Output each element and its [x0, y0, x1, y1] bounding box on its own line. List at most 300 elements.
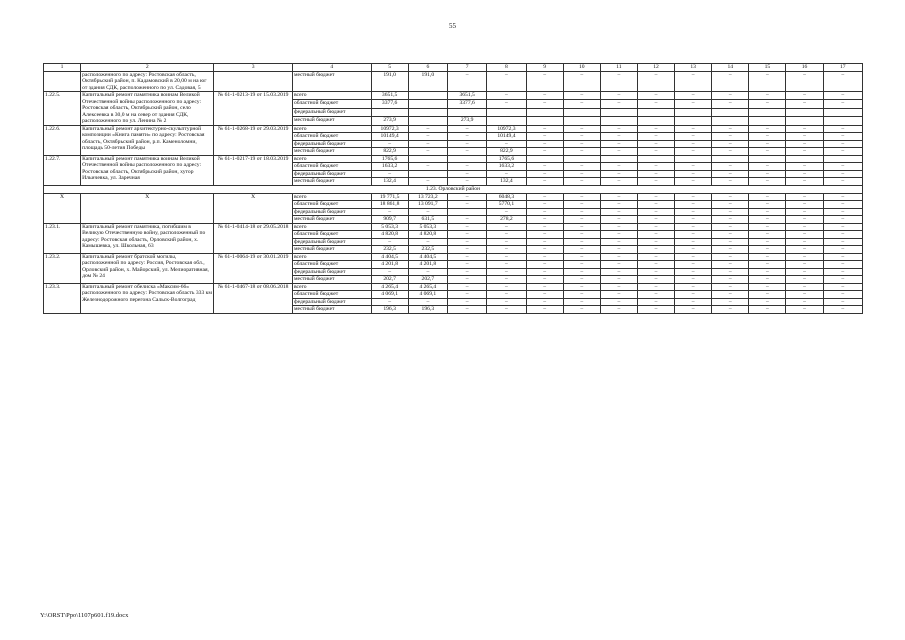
value-cell: – — [447, 178, 486, 186]
value-cell: – — [600, 125, 637, 133]
value-cell: – — [749, 306, 786, 314]
funding-source: местный бюджет — [292, 276, 371, 284]
value-cell: – — [563, 178, 600, 186]
funding-source: областной бюджет — [292, 163, 371, 171]
value-cell: – — [563, 140, 600, 148]
value-cell: – — [749, 170, 786, 178]
value-cell: 191,0 — [371, 71, 408, 92]
value-cell: 3377,6 — [447, 100, 486, 108]
value-cell — [408, 117, 447, 125]
value-cell: – — [823, 283, 862, 291]
value-cell: – — [600, 238, 637, 246]
value-cell: – — [712, 163, 749, 171]
value-cell: – — [823, 276, 862, 284]
column-header: 1 — [44, 64, 81, 72]
value-cell: – — [526, 71, 563, 92]
value-cell: – — [600, 100, 637, 108]
value-cell: 191,0 — [408, 71, 447, 92]
item-document: № 61-1-0414-18 от 29.05.2018 — [214, 223, 293, 253]
item-name: Капитальный ремонт памятника, погибшим в Великую Отечественную войну, расположенный по адресу: Ростовская область, Орловский район, х. Камышевка, ул. Школьная, 63 — [81, 223, 214, 253]
value-cell: 1765,6 — [487, 155, 526, 163]
value-cell: – — [637, 306, 674, 314]
table-row — [44, 155, 863, 163]
funding-source: федеральный бюджет — [292, 298, 371, 306]
value-cell: – — [563, 246, 600, 254]
value-cell: 3651,5 — [371, 92, 408, 100]
value-cell: 4 265,4 — [408, 283, 447, 291]
value-cell: – — [526, 100, 563, 108]
value-cell: – — [447, 261, 486, 269]
value-cell: – — [823, 253, 862, 261]
value-cell: – — [712, 231, 749, 239]
value-cell: – — [786, 238, 823, 246]
value-cell: – — [786, 201, 823, 209]
value-cell: – — [823, 208, 862, 216]
value-cell: – — [637, 283, 674, 291]
value-cell: – — [447, 140, 486, 148]
value-cell: – — [675, 306, 712, 314]
value-cell: 3651,5 — [447, 92, 486, 100]
value-cell: – — [487, 276, 526, 284]
value-cell: – — [447, 223, 486, 231]
value-cell: 196,3 — [371, 306, 408, 314]
value-cell — [823, 117, 862, 125]
value-cell: – — [823, 100, 862, 108]
value-cell: – — [712, 291, 749, 299]
item-number: 1.23.3. — [44, 283, 81, 313]
value-cell: – — [786, 71, 823, 92]
value-cell: – — [447, 276, 486, 284]
value-cell: – — [749, 163, 786, 171]
value-cell: – — [637, 193, 674, 201]
value-cell: – — [786, 163, 823, 171]
value-cell: – — [823, 223, 862, 231]
column-header: 9 — [526, 64, 563, 72]
value-cell: 273,9 — [371, 117, 408, 125]
value-cell: – — [823, 306, 862, 314]
value-cell: – — [823, 178, 862, 186]
item-name: Капитальный ремонт архитектурно-скульптурной композиции «Книга памяти» по адресу: Ростовская область, Октябрьский район, р.п. Каменоломни, площадь 50-летия Победы — [81, 125, 214, 155]
funding-source: областной бюджет — [292, 133, 371, 141]
value-cell: 10972,3 — [487, 125, 526, 133]
value-cell: – — [526, 291, 563, 299]
value-cell — [563, 108, 600, 116]
value-cell: – — [600, 170, 637, 178]
value-cell: 4 404,5 — [408, 253, 447, 261]
value-cell: – — [749, 201, 786, 209]
value-cell: – — [600, 201, 637, 209]
section-row — [44, 185, 863, 193]
value-cell: – — [447, 193, 486, 201]
column-header: 12 — [637, 64, 674, 72]
value-cell: – — [637, 178, 674, 186]
value-cell: – — [749, 268, 786, 276]
value-cell — [526, 117, 563, 125]
value-cell: – — [526, 140, 563, 148]
header-row — [44, 64, 863, 72]
value-cell: – — [600, 71, 637, 92]
value-cell: – — [637, 276, 674, 284]
value-cell: – — [408, 178, 447, 186]
value-cell: – — [447, 148, 486, 156]
value-cell: – — [786, 178, 823, 186]
value-cell: – — [786, 140, 823, 148]
value-cell: – — [487, 298, 526, 306]
value-cell: – — [675, 261, 712, 269]
item-name: Капитальный ремонт обелиска «Максим-66» расположенного по адресу: Ростовская область 333 км Железнодорожного перегона Сальск-Волгоград — [81, 283, 214, 313]
value-cell: – — [675, 71, 712, 92]
value-cell: – — [600, 291, 637, 299]
value-cell: – — [487, 268, 526, 276]
value-cell: – — [786, 223, 823, 231]
value-cell: – — [600, 208, 637, 216]
item-name: Капитальный ремонт памятника воинам Великой Отечественной войны расположенного по адресу: Ростовская область, Октябрьский район, село Алексеевка в 30,0 м на север от здания СДК, расположенного по ул. Ленина № 2 — [81, 92, 214, 126]
item-document: № 61-1-0268-19 от 29.03.2019 — [214, 125, 293, 155]
value-cell — [526, 155, 563, 163]
value-cell: – — [526, 178, 563, 186]
item-number: 1.22.5. — [44, 92, 81, 126]
value-cell — [371, 108, 408, 116]
value-cell — [823, 108, 862, 116]
value-cell: 4 820,8 — [371, 231, 408, 239]
value-cell: 5 053,3 — [371, 223, 408, 231]
value-cell: – — [637, 216, 674, 224]
value-cell: – — [487, 291, 526, 299]
value-cell: – — [749, 298, 786, 306]
value-cell: – — [786, 261, 823, 269]
value-cell: – — [371, 238, 408, 246]
value-cell: – — [675, 216, 712, 224]
column-header: 11 — [600, 64, 637, 72]
value-cell: – — [600, 140, 637, 148]
value-cell: – — [637, 246, 674, 254]
value-cell: – — [563, 268, 600, 276]
value-cell: – — [447, 133, 486, 141]
funding-source: федеральный бюджет — [292, 170, 371, 178]
value-cell: 4 820,8 — [408, 231, 447, 239]
funding-source: федеральный бюджет — [292, 140, 371, 148]
value-cell: – — [526, 170, 563, 178]
value-cell: – — [823, 231, 862, 239]
value-cell: – — [675, 201, 712, 209]
value-cell: – — [600, 246, 637, 254]
value-cell: – — [637, 140, 674, 148]
value-cell: – — [637, 133, 674, 141]
value-cell: – — [749, 261, 786, 269]
value-cell: – — [447, 231, 486, 239]
value-cell: – — [637, 291, 674, 299]
value-cell: – — [447, 283, 486, 291]
value-cell: – — [600, 306, 637, 314]
value-cell: – — [823, 268, 862, 276]
value-cell: – — [447, 306, 486, 314]
value-cell: – — [526, 193, 563, 201]
value-cell: – — [526, 148, 563, 156]
value-cell: – — [823, 125, 862, 133]
value-cell: – — [487, 223, 526, 231]
value-cell: – — [786, 193, 823, 201]
value-cell: – — [487, 92, 526, 100]
value-cell: – — [408, 133, 447, 141]
column-header: 2 — [81, 64, 214, 72]
value-cell: – — [823, 246, 862, 254]
funding-source: федеральный бюджет — [292, 108, 371, 116]
value-cell: – — [786, 125, 823, 133]
item-number: 1.23.2. — [44, 253, 81, 283]
column-header: 10 — [563, 64, 600, 72]
value-cell: – — [675, 208, 712, 216]
value-cell: – — [371, 298, 408, 306]
value-cell: – — [408, 163, 447, 171]
value-cell: – — [408, 238, 447, 246]
funding-source: всего — [292, 92, 371, 100]
funding-source: всего — [292, 253, 371, 261]
value-cell: – — [712, 223, 749, 231]
value-cell — [786, 108, 823, 116]
section-title: 1.23. Орловский район — [44, 185, 863, 193]
value-cell: – — [823, 170, 862, 178]
value-cell: 132,4 — [371, 178, 408, 186]
value-cell: – — [823, 140, 862, 148]
column-header: 15 — [749, 64, 786, 72]
value-cell: – — [600, 261, 637, 269]
item-document: Х — [214, 193, 293, 223]
item-name: Капитальный ремонт памятника воинам Великой Отечественной войны расположенного по адресу: Ростовская область, Октябрьский район, хутор Ильичевка, ул. Заречная — [81, 155, 214, 185]
value-cell: – — [712, 92, 749, 100]
value-cell: – — [563, 298, 600, 306]
value-cell: – — [600, 268, 637, 276]
value-cell: – — [526, 125, 563, 133]
value-cell: – — [786, 253, 823, 261]
column-header: 4 — [292, 64, 371, 72]
column-header: 8 — [487, 64, 526, 72]
value-cell: – — [786, 148, 823, 156]
value-cell: – — [447, 298, 486, 306]
funding-source: местный бюджет — [292, 71, 371, 92]
value-cell: – — [786, 306, 823, 314]
funding-source: местный бюджет — [292, 178, 371, 186]
value-cell — [600, 117, 637, 125]
value-cell: – — [675, 238, 712, 246]
value-cell: – — [675, 253, 712, 261]
value-cell: – — [487, 246, 526, 254]
value-cell: – — [749, 291, 786, 299]
value-cell: – — [447, 268, 486, 276]
value-cell: – — [526, 268, 563, 276]
value-cell: 1765,6 — [371, 155, 408, 163]
value-cell: – — [749, 133, 786, 141]
value-cell: – — [600, 178, 637, 186]
value-cell: 4 069,1 — [371, 291, 408, 299]
value-cell: – — [712, 193, 749, 201]
table-row — [44, 125, 863, 133]
value-cell: – — [823, 298, 862, 306]
item-number: 1.22.6. — [44, 125, 81, 155]
funding-source: всего — [292, 155, 371, 163]
value-cell: – — [487, 100, 526, 108]
value-cell: – — [749, 125, 786, 133]
value-cell: – — [447, 71, 486, 92]
value-cell: – — [371, 140, 408, 148]
table-row — [44, 193, 863, 201]
value-cell: 18 861,8 — [371, 201, 408, 209]
value-cell: – — [675, 246, 712, 254]
column-header: 13 — [675, 64, 712, 72]
value-cell: – — [823, 92, 862, 100]
value-cell: – — [749, 92, 786, 100]
value-cell: – — [600, 223, 637, 231]
value-cell: 3377,6 — [371, 100, 408, 108]
value-cell — [675, 108, 712, 116]
value-cell: – — [563, 276, 600, 284]
value-cell — [447, 155, 486, 163]
value-cell: – — [408, 140, 447, 148]
value-cell: – — [712, 246, 749, 254]
value-cell: – — [447, 246, 486, 254]
value-cell: – — [675, 193, 712, 201]
value-cell: 202,7 — [408, 276, 447, 284]
funding-source: областной бюджет — [292, 231, 371, 239]
value-cell: – — [786, 208, 823, 216]
value-cell: – — [786, 298, 823, 306]
value-cell: 10149,4 — [371, 133, 408, 141]
value-cell: – — [526, 261, 563, 269]
value-cell: – — [749, 140, 786, 148]
value-cell: 232,5 — [371, 246, 408, 254]
value-cell: – — [447, 216, 486, 224]
item-document: № 61-1-0064-19 от 30.01.2019 — [214, 253, 293, 283]
column-header: 14 — [712, 64, 749, 72]
value-cell: – — [563, 223, 600, 231]
value-cell: – — [600, 133, 637, 141]
value-cell: – — [600, 231, 637, 239]
value-cell: 4 201,8 — [408, 261, 447, 269]
value-cell: 19 771,5 — [371, 193, 408, 201]
table-row — [44, 253, 863, 261]
funding-source: всего — [292, 193, 371, 201]
value-cell: – — [749, 283, 786, 291]
value-cell: – — [637, 261, 674, 269]
value-cell — [487, 117, 526, 125]
value-cell: – — [637, 298, 674, 306]
value-cell: – — [749, 71, 786, 92]
value-cell: – — [487, 238, 526, 246]
table-row — [44, 92, 863, 100]
value-cell: – — [563, 208, 600, 216]
value-cell: – — [712, 298, 749, 306]
value-cell — [600, 108, 637, 116]
value-cell: – — [563, 253, 600, 261]
value-cell: – — [526, 201, 563, 209]
value-cell: – — [637, 170, 674, 178]
value-cell: – — [712, 170, 749, 178]
value-cell: – — [447, 253, 486, 261]
value-cell — [637, 117, 674, 125]
value-cell: – — [712, 140, 749, 148]
value-cell: – — [637, 163, 674, 171]
value-cell: – — [675, 298, 712, 306]
value-cell: – — [823, 163, 862, 171]
item-name: Х — [81, 193, 214, 223]
value-cell: – — [749, 223, 786, 231]
funding-source: областной бюджет — [292, 201, 371, 209]
column-header: 16 — [786, 64, 823, 72]
value-cell: – — [786, 216, 823, 224]
value-cell: 13 723,2 — [408, 193, 447, 201]
value-cell: – — [637, 100, 674, 108]
value-cell: 822,9 — [371, 148, 408, 156]
value-cell: – — [408, 208, 447, 216]
value-cell: – — [786, 268, 823, 276]
value-cell — [637, 108, 674, 116]
value-cell: – — [712, 100, 749, 108]
value-cell: – — [563, 216, 600, 224]
item-document — [214, 71, 293, 92]
value-cell: – — [749, 100, 786, 108]
value-cell: – — [526, 208, 563, 216]
funding-source: федеральный бюджет — [292, 208, 371, 216]
value-cell: – — [823, 193, 862, 201]
value-cell: – — [447, 291, 486, 299]
value-cell: 1633,2 — [371, 163, 408, 171]
value-cell: – — [637, 253, 674, 261]
value-cell — [408, 92, 447, 100]
value-cell: – — [786, 133, 823, 141]
column-header: 17 — [823, 64, 862, 72]
value-cell: – — [749, 193, 786, 201]
value-cell: – — [487, 283, 526, 291]
value-cell: – — [675, 231, 712, 239]
value-cell: – — [408, 125, 447, 133]
value-cell: – — [823, 238, 862, 246]
value-cell: – — [487, 306, 526, 314]
value-cell: – — [526, 223, 563, 231]
value-cell: – — [712, 133, 749, 141]
value-cell: 232,5 — [408, 246, 447, 254]
value-cell — [823, 155, 862, 163]
value-cell: – — [447, 163, 486, 171]
value-cell: – — [749, 208, 786, 216]
value-cell: – — [563, 133, 600, 141]
value-cell: – — [637, 148, 674, 156]
value-cell: – — [786, 283, 823, 291]
value-cell: – — [526, 238, 563, 246]
value-cell: – — [637, 201, 674, 209]
value-cell — [675, 117, 712, 125]
funding-source: местный бюджет — [292, 216, 371, 224]
budget-table — [43, 63, 863, 314]
item-document: № 61-1-0467-18 от 08.06.2018 — [214, 283, 293, 313]
value-cell: – — [563, 163, 600, 171]
value-cell: – — [675, 291, 712, 299]
table-row — [44, 283, 863, 291]
value-cell: – — [675, 223, 712, 231]
value-cell: – — [563, 193, 600, 201]
value-cell: – — [408, 268, 447, 276]
value-cell: – — [563, 170, 600, 178]
value-cell — [408, 155, 447, 163]
value-cell: – — [786, 246, 823, 254]
item-name: расположенного по адресу: Ростовская область, Октябрьский район, п. Кадамовский в 20,00 м на юг от здания СДК, расположенного по ул. Садовая, 5 — [81, 71, 214, 92]
value-cell: – — [712, 148, 749, 156]
funding-source: областной бюджет — [292, 291, 371, 299]
value-cell: – — [712, 276, 749, 284]
value-cell — [408, 170, 447, 178]
value-cell: – — [526, 133, 563, 141]
value-cell: – — [637, 238, 674, 246]
value-cell: – — [600, 298, 637, 306]
funding-source: местный бюджет — [292, 117, 371, 125]
